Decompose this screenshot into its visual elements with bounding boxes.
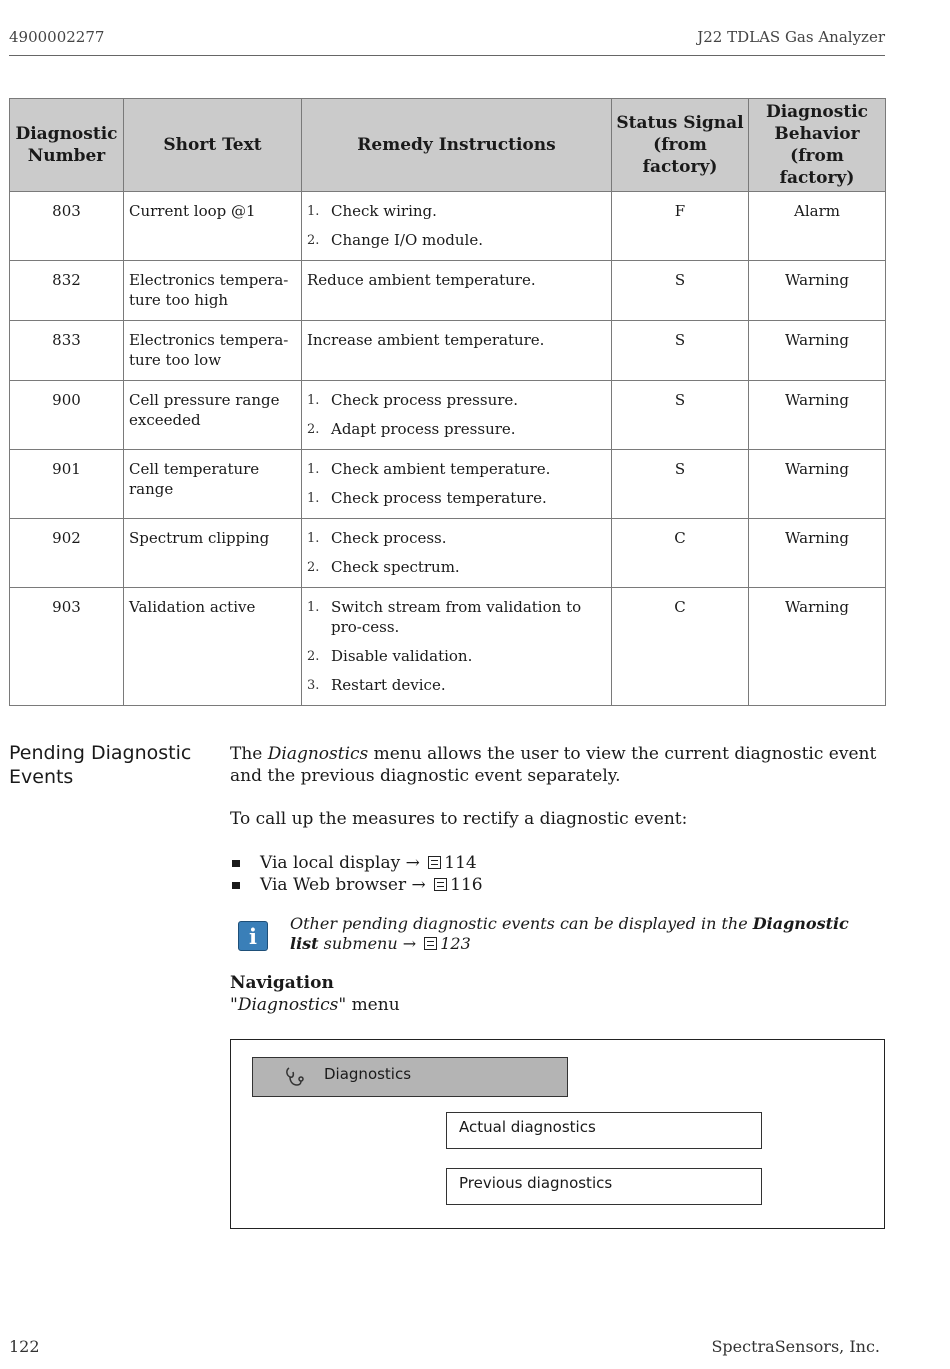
diagnostic-behavior: Alarm [749, 192, 886, 261]
diagnostic-number: 803 [10, 192, 124, 261]
step-number: 1. [307, 204, 320, 219]
list-item-text: Via Web browser → [260, 875, 426, 895]
remedy-step [307, 675, 606, 695]
step-text: Change I/O module. [331, 231, 483, 249]
step-number: 2. [307, 233, 320, 248]
step-text: Switch stream from validation to pro-cess. [331, 598, 582, 636]
remedy-instructions [302, 450, 612, 519]
step-number: 2. [307, 422, 320, 437]
list-item [230, 852, 830, 874]
diagnostic-behavior: Warning [749, 588, 886, 706]
short-text: Electronics tempera-ture too low [124, 321, 302, 381]
short-text: Cell pressure range exceeded [124, 381, 302, 450]
diagnostic-behavior: Warning [749, 321, 886, 381]
intro-text-start: The [230, 744, 268, 764]
bullet-square-icon [232, 882, 240, 889]
page-reference-link[interactable]: 123 [440, 934, 471, 953]
remedy-step [307, 201, 606, 221]
diagnostics-menu-reference: Diagnostics [267, 744, 369, 764]
short-text: Current loop @1 [124, 192, 302, 261]
remedy-instructions: Reduce ambient temperature. [302, 261, 612, 321]
remedy-instructions [302, 519, 612, 588]
diagnostic-list-reference: Diagnostic list [290, 914, 849, 953]
step-number: 1. [307, 393, 320, 408]
step-number: 1. [307, 491, 320, 506]
remedy-step [307, 597, 606, 637]
step-text: Check process pressure. [331, 391, 519, 409]
step-text: Check process temperature. [331, 489, 547, 507]
page-reference-icon [434, 878, 447, 891]
note-text-end: submenu → [318, 934, 417, 953]
header-product-name: J22 TDLAS Gas Analyzer [697, 28, 885, 46]
step-text: Check process. [331, 529, 447, 547]
step-text: Check ambient temperature. [331, 460, 551, 478]
intro-paragraph [230, 743, 890, 787]
list-item-text: Via local display → [260, 853, 420, 873]
remedy-step [307, 419, 606, 439]
remedy-instructions: Increase ambient temperature. [302, 321, 612, 381]
status-signal: S [612, 381, 749, 450]
bullet-square-icon [232, 860, 240, 867]
step-number: 1. [307, 462, 320, 477]
list-item [230, 874, 830, 896]
section-heading: Pending Diagnostic Events [9, 742, 192, 788]
intro-text-end: menu allows the user to view the current diagnostic event and the previous diagnostic event separately. [230, 744, 877, 786]
diagnostic-number: 901 [10, 450, 124, 519]
step-number: 1. [307, 531, 320, 546]
step-number: 3. [307, 678, 320, 693]
short-text: Validation active [124, 588, 302, 706]
page-reference-link[interactable]: 114 [444, 853, 477, 873]
remedy-instructions [302, 381, 612, 450]
actual-diagnostics-menu-item[interactable] [446, 1112, 762, 1149]
column-header-status-signal: Status Signal (from factory) [612, 99, 749, 192]
table-row [10, 192, 886, 261]
navigation-path [230, 994, 400, 1016]
remedy-instructions [302, 588, 612, 706]
table-row [10, 321, 886, 381]
note-text-start: Other pending diagnostic events can be displayed in the [290, 914, 753, 933]
short-text: Spectrum clipping [124, 519, 302, 588]
step-number: 1. [307, 600, 320, 615]
diagnostic-behavior: Warning [749, 450, 886, 519]
table-header-row [10, 99, 886, 192]
actual-diagnostics-label: Actual diagnostics [459, 1118, 596, 1136]
page-reference-icon [424, 937, 437, 950]
status-signal: C [612, 588, 749, 706]
remedy-step [307, 390, 606, 410]
diagnostics-menu-label: Diagnostics [324, 1065, 412, 1083]
info-note [290, 914, 850, 954]
step-text: Adapt process pressure. [331, 420, 516, 438]
diagnostic-behavior: Warning [749, 381, 886, 450]
step-text: Check spectrum. [331, 558, 460, 576]
navigation-path-suffix: " menu [338, 995, 400, 1015]
remedy-step [307, 459, 606, 479]
column-header-diagnostic-number: Diagnostic Number [10, 99, 124, 192]
step-number: 2. [307, 649, 320, 664]
diagnostic-number: 900 [10, 381, 124, 450]
diagnostics-table [9, 98, 886, 706]
page-reference-icon [428, 856, 441, 869]
diagnostic-number: 833 [10, 321, 124, 381]
step-number: 2. [307, 560, 320, 575]
diagnostic-number: 832 [10, 261, 124, 321]
info-icon: i [238, 921, 268, 951]
status-signal: S [612, 261, 749, 321]
page-reference-link[interactable]: 116 [450, 875, 483, 895]
diagnostics-menu-item[interactable] [252, 1057, 568, 1097]
diagnostic-number: 902 [10, 519, 124, 588]
table-row [10, 519, 886, 588]
status-signal: S [612, 321, 749, 381]
quote-open: " [230, 995, 238, 1015]
remedy-step [307, 528, 606, 548]
footer-company: SpectraSensors, Inc. [711, 1337, 880, 1356]
instruction-paragraph: To call up the measures to rectify a diagnostic event: [230, 809, 688, 829]
status-signal: F [612, 192, 749, 261]
table-row [10, 261, 886, 321]
header-divider [9, 55, 885, 56]
short-text: Electronics tempera-ture too high [124, 261, 302, 321]
column-header-short-text: Short Text [124, 99, 302, 192]
step-text: Disable validation. [331, 647, 473, 665]
remedy-step [307, 230, 606, 250]
remedy-instructions [302, 192, 612, 261]
remedy-step [307, 488, 606, 508]
access-methods-list [230, 852, 830, 896]
status-signal: C [612, 519, 749, 588]
remedy-step [307, 557, 606, 577]
navigation-menu-name: Diagnostics [237, 995, 339, 1015]
table-row [10, 588, 886, 706]
navigation-title: Navigation [230, 973, 334, 993]
table-row [10, 450, 886, 519]
diagnostic-number: 903 [10, 588, 124, 706]
column-header-remedy-instructions: Remedy Instructions [302, 99, 612, 192]
diagnostic-behavior: Warning [749, 261, 886, 321]
table-row [10, 381, 886, 450]
step-text: Check wiring. [331, 202, 437, 220]
diagnostic-behavior: Warning [749, 519, 886, 588]
short-text: Cell temperature range [124, 450, 302, 519]
column-header-diagnostic-behavior: Diagnostic Behavior (from factory) [749, 99, 886, 192]
previous-diagnostics-label: Previous diagnostics [459, 1174, 613, 1192]
page-number: 122 [9, 1337, 40, 1356]
header-doc-number: 4900002277 [9, 28, 105, 46]
step-text: Restart device. [331, 676, 446, 694]
stethoscope-icon [283, 1065, 307, 1089]
remedy-step [307, 646, 606, 666]
status-signal: S [612, 450, 749, 519]
previous-diagnostics-menu-item[interactable] [446, 1168, 762, 1205]
